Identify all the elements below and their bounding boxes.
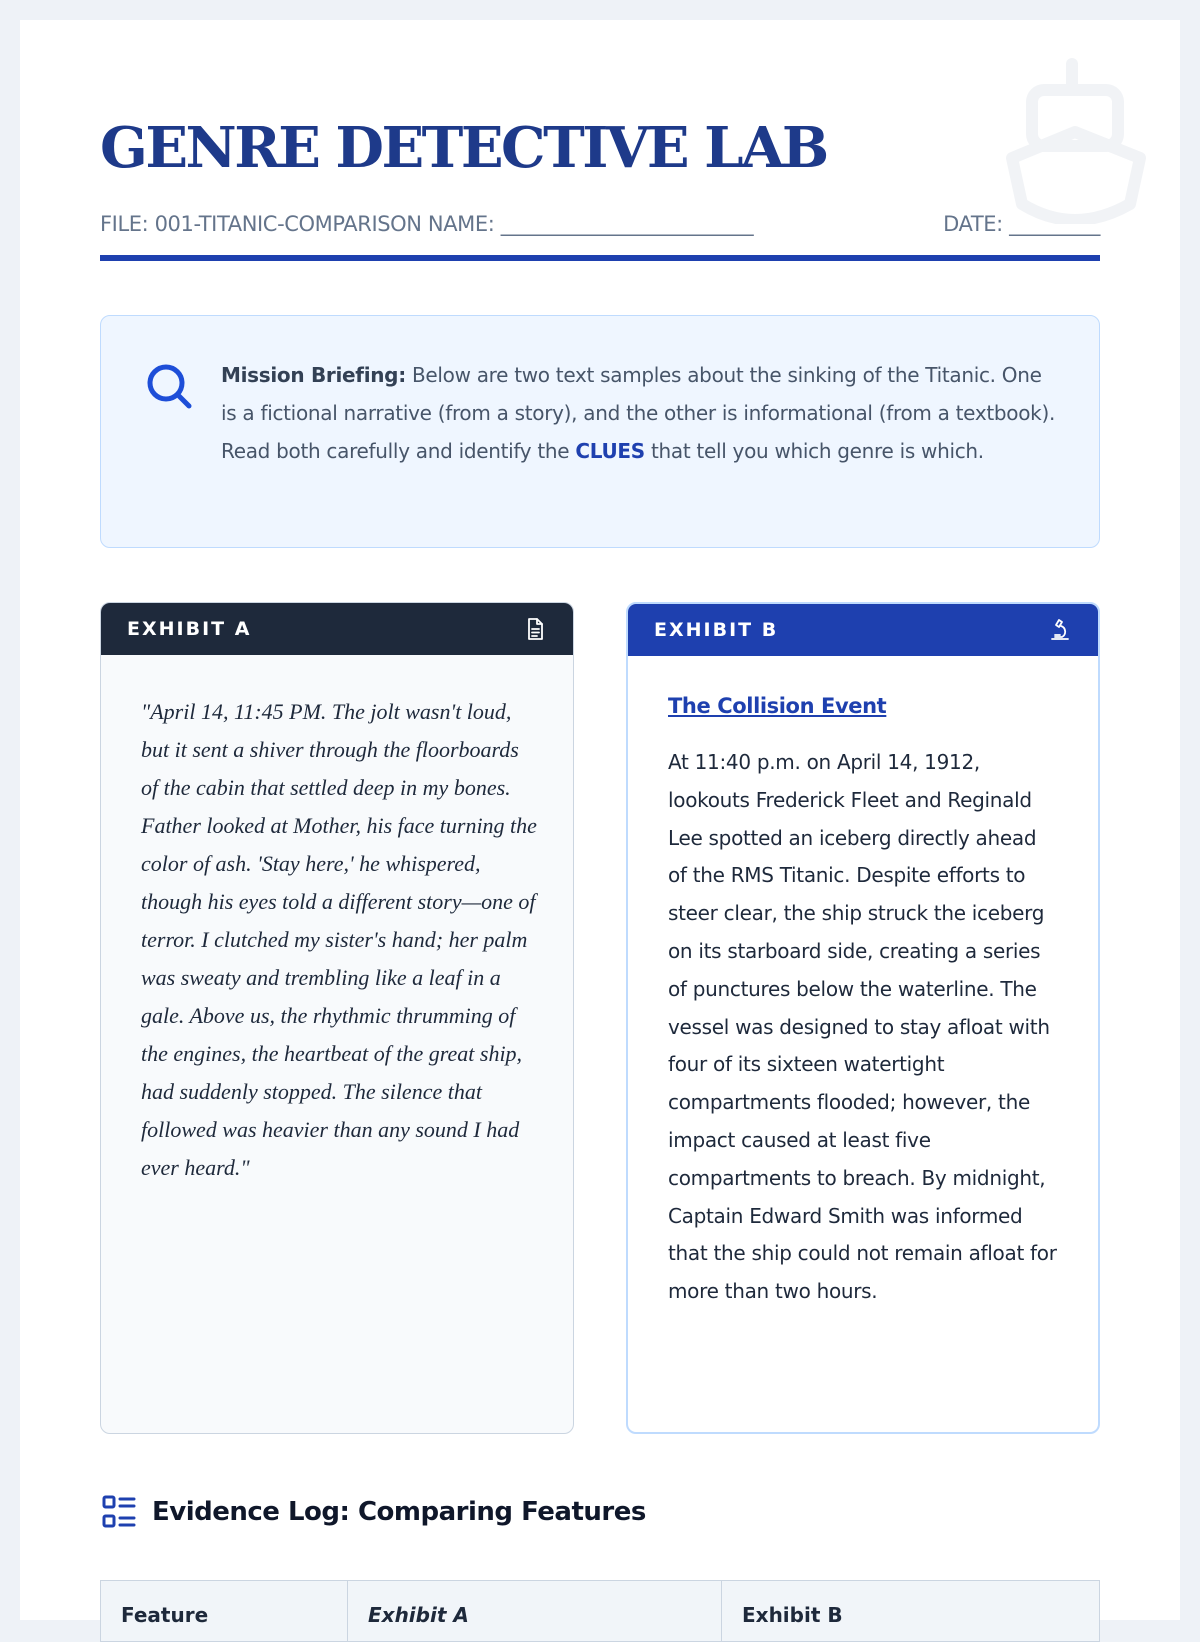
table-header-exhibit-a: Exhibit A <box>347 1581 721 1641</box>
header-divider <box>100 255 1100 261</box>
file-meta <box>100 212 1100 236</box>
document-icon <box>523 617 547 641</box>
exhibit-b-label: EXHIBIT B <box>654 619 779 641</box>
microscope-icon <box>1048 618 1072 642</box>
exhibit-b-card <box>626 602 1100 1434</box>
name-field[interactable]: NAME: _________________________ <box>427 212 754 236</box>
magnifier-icon <box>145 362 195 412</box>
evidence-table <box>100 1580 1100 1642</box>
briefing-body-end: that tell you which genre is which. <box>644 439 984 463</box>
table-header-exhibit-b: Exhibit B <box>721 1581 1099 1641</box>
briefing-body: Below are two text samples about the sinking of the Titanic. One is a fictional narrative (from a story), and the other is informational (from a textbook). Read both carefully and identify the <box>221 363 1056 463</box>
table-header-feature: Feature <box>121 1603 209 1627</box>
file-label: FILE: 001-TITANIC-COMPARISON <box>100 212 422 236</box>
exhibit-a-label: EXHIBIT A <box>127 618 252 640</box>
worksheet-page <box>20 20 1180 1627</box>
clues-highlight: CLUES <box>575 439 645 463</box>
ship-icon <box>1002 54 1152 224</box>
exhibit-b-header <box>628 604 1098 656</box>
page-title: GENRE DETECTIVE LAB <box>100 115 827 181</box>
list-icon <box>100 1493 138 1531</box>
evidence-log-title: Evidence Log: Comparing Features <box>152 1497 646 1527</box>
briefing-text <box>221 356 1061 470</box>
exhibit-a-text: "April 14, 11:45 PM. The jolt wasn't loud, but it sent a shiver through the floorboards of the cabin that settled deep in my bones. Father looked at Mother, his face turning the color of ash. 'Stay here,' he whispered, though his eyes told a different story—one of terror. I clutched my sister's hand; her palm was sweaty and trembling like a leaf in a gale. Above us, the rhythmic thrumming of the engines, the heartbeat of the great ship, had suddenly stopped. The silence that followed was heavier than any sound I had ever heard." <box>141 699 537 1180</box>
evidence-log-heading <box>100 1492 646 1532</box>
date-field[interactable]: DATE: _________ <box>943 212 1100 236</box>
mission-briefing <box>100 315 1100 548</box>
exhibit-b-subtitle: The Collision Event <box>668 694 887 718</box>
exhibit-a-header <box>101 603 573 655</box>
exhibit-b-text: At 11:40 p.m. on April 14, 1912, lookouts Frederick Fleet and Reginald Lee spotted an iceberg directly ahead of the RMS Titanic. Despite efforts to steer clear, the ship struck the iceberg on its starboard side, creating a series of punctures below the waterline. The vessel was designed to stay afloat with four of its sixteen watertight compartments flooded; however, the impact caused at least five compartments to breach. By midnight, Captain Edward Smith was informed that the ship could not remain afloat for more than two hours. <box>668 750 1057 1304</box>
briefing-lead: Mission Briefing: <box>221 363 406 387</box>
exhibit-a-card <box>100 602 574 1434</box>
